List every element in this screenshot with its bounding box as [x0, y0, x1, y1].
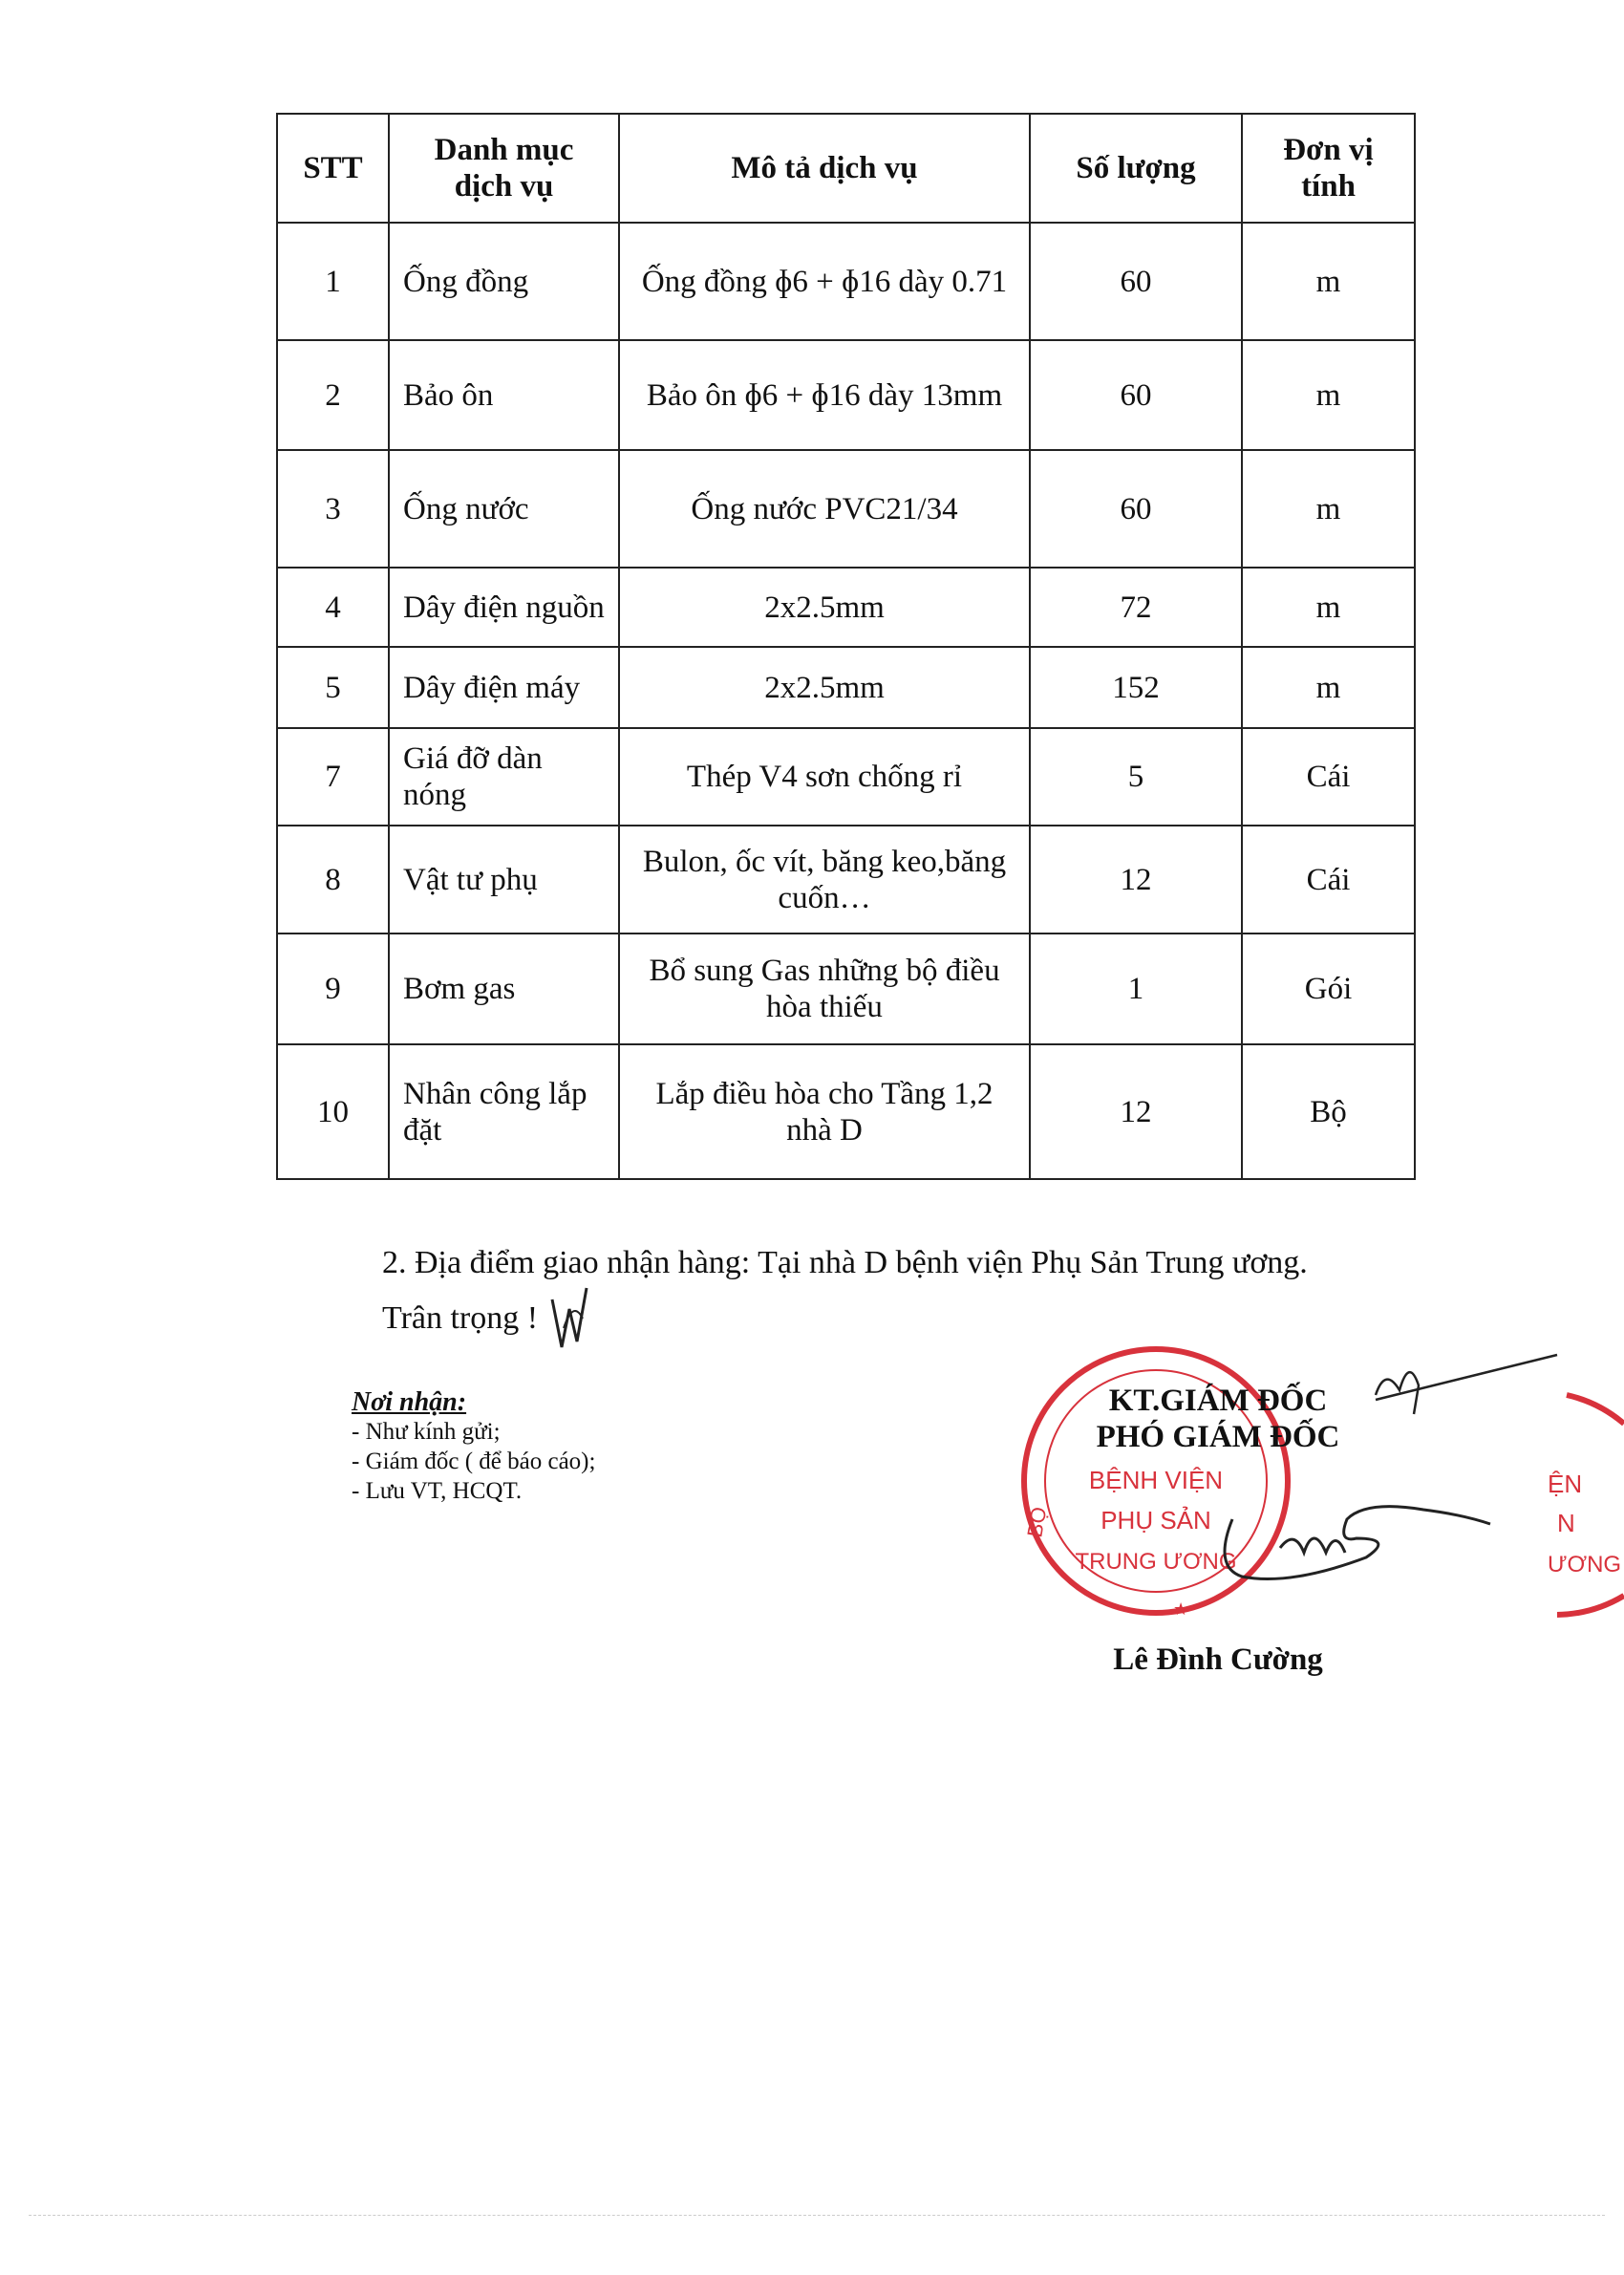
- cell-quantity: 12: [1030, 1044, 1242, 1179]
- cell-stt: 9: [277, 934, 389, 1044]
- cell-quantity: 72: [1030, 568, 1242, 647]
- recipients-heading: Nơi nhận:: [352, 1387, 467, 1417]
- cell-stt: 2: [277, 340, 389, 450]
- cell-unit: m: [1242, 340, 1415, 450]
- signature-title-2: PHÓ GIÁM ĐỐC: [1096, 1420, 1340, 1454]
- star-icon: ★: [1173, 1599, 1189, 1620]
- cell-description: Thép V4 sơn chống rỉ: [619, 728, 1030, 826]
- page-bottom-divider: [29, 2215, 1605, 2216]
- cell-description: Lắp điều hòa cho Tầng 1,2 nhà D: [619, 1044, 1030, 1179]
- table-row: [277, 568, 1415, 647]
- cell-category: Vật tư phụ: [389, 826, 619, 934]
- cell-category: Dây điện máy: [389, 647, 619, 728]
- header-stt: STT: [277, 114, 389, 223]
- header-quantity: Số lượng: [1030, 114, 1242, 223]
- cell-description: Ống nước PVC21/34: [619, 450, 1030, 568]
- cell-description: Ống đồng ɸ6 + ɸ16 dày 0.71: [619, 223, 1030, 340]
- stamp-line: ƯƠNG: [1548, 1552, 1622, 1577]
- cell-category: Ống đồng: [389, 223, 619, 340]
- table-row: [277, 1044, 1415, 1179]
- recipients-block: [352, 1387, 595, 1506]
- cell-description: Bulon, ốc vít, băng keo,băng cuốn…: [619, 826, 1030, 934]
- table-row: [277, 647, 1415, 728]
- cell-unit: m: [1242, 647, 1415, 728]
- cell-stt: 10: [277, 1044, 389, 1179]
- closing-text: Trân trọng !: [382, 1300, 539, 1336]
- stamp-line: PHỤ SẢN: [1100, 1506, 1211, 1535]
- table-row: [277, 728, 1415, 826]
- cell-unit: Cái: [1242, 826, 1415, 934]
- table-row: [277, 340, 1415, 450]
- cell-quantity: 12: [1030, 826, 1242, 934]
- cell-unit: m: [1242, 223, 1415, 340]
- cell-stt: 7: [277, 728, 389, 826]
- cell-stt: 5: [277, 647, 389, 728]
- recipient-item: - Giám đốc ( để báo cáo);: [352, 1449, 596, 1474]
- cell-description: 2x2.5mm: [619, 568, 1030, 647]
- signer-name: Lê Đình Cường: [1113, 1642, 1323, 1677]
- cell-quantity: 60: [1030, 450, 1242, 568]
- header-category: Danh mục dịch vụ: [389, 114, 619, 223]
- stamp-line: ỆN: [1548, 1470, 1583, 1498]
- cell-unit: m: [1242, 568, 1415, 647]
- cell-category: Giá đỡ dàn nóng: [389, 728, 619, 826]
- signature-icon: [1175, 1347, 1576, 1624]
- cell-quantity: 152: [1030, 647, 1242, 728]
- stamp-line: N: [1557, 1509, 1575, 1537]
- cell-stt: 8: [277, 826, 389, 934]
- cell-unit: m: [1242, 450, 1415, 568]
- recipient-item: - Lưu VT, HCQT.: [352, 1478, 523, 1504]
- header-unit: Đơn vị tính: [1242, 114, 1415, 223]
- cell-unit: Cái: [1242, 728, 1415, 826]
- stamp-side-text: BỘ: [1022, 1505, 1052, 1539]
- services-table: [276, 113, 1416, 1180]
- table-row: [277, 826, 1415, 934]
- cell-category: Dây điện nguồn: [389, 568, 619, 647]
- delivery-location: 2. Địa điểm giao nhận hàng: Tại nhà D bệnh viện Phụ Sản Trung ương.: [382, 1245, 1308, 1280]
- cell-stt: 4: [277, 568, 389, 647]
- cell-quantity: 60: [1030, 340, 1242, 450]
- table-row: [277, 223, 1415, 340]
- cell-description: 2x2.5mm: [619, 647, 1030, 728]
- table-row: [277, 934, 1415, 1044]
- cell-unit: Gói: [1242, 934, 1415, 1044]
- cell-quantity: 1: [1030, 934, 1242, 1044]
- table-header-row: [277, 114, 1415, 223]
- cell-category: Nhân công lắp đặt: [389, 1044, 619, 1179]
- cell-stt: 1: [277, 223, 389, 340]
- cell-description: Bảo ôn ɸ6 + ɸ16 dày 13mm: [619, 340, 1030, 450]
- cell-stt: 3: [277, 450, 389, 568]
- recipient-item: - Như kính gửi;: [352, 1419, 501, 1445]
- cell-description: Bổ sung Gas những bộ điều hòa thiếu: [619, 934, 1030, 1044]
- cell-category: Ống nước: [389, 450, 619, 568]
- header-description: Mô tả dịch vụ: [619, 114, 1030, 223]
- cell-quantity: 60: [1030, 223, 1242, 340]
- stamp-line: BỆNH VIỆN: [1088, 1466, 1224, 1494]
- cell-quantity: 5: [1030, 728, 1242, 826]
- cell-category: Bảo ôn: [389, 340, 619, 450]
- cell-unit: Bộ: [1242, 1044, 1415, 1179]
- cell-category: Bơm gas: [389, 934, 619, 1044]
- table-row: [277, 450, 1415, 568]
- stamp-line: TRUNG ƯƠNG: [1075, 1549, 1237, 1575]
- initial-mark-icon: [545, 1280, 592, 1357]
- signature-title-1: KT.GIÁM ĐỐC: [1108, 1384, 1328, 1418]
